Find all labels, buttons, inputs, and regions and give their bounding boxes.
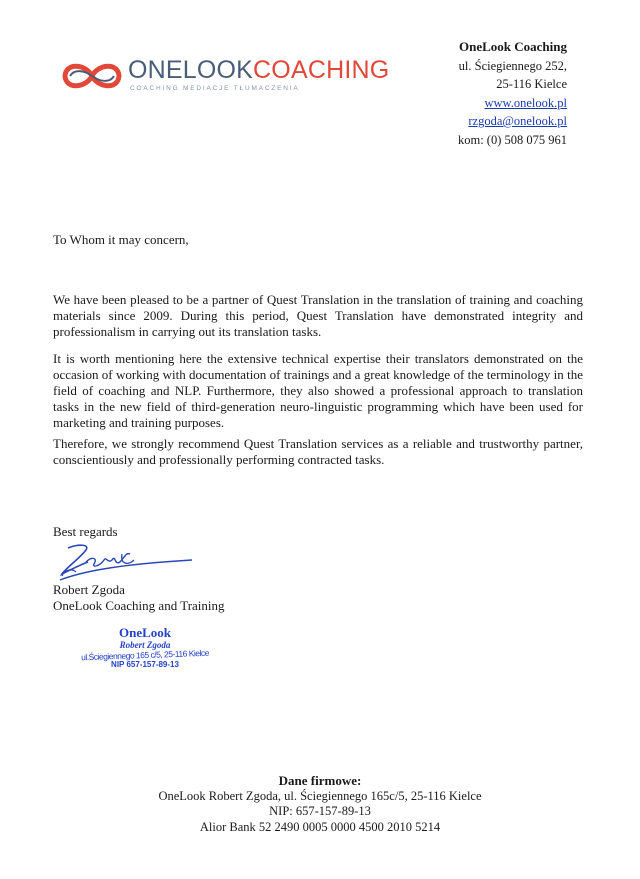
closing: Best regards — [53, 524, 118, 539]
stamp-address: ul.Ściegiennego 165 c/5, 25-116 Kielce — [80, 647, 210, 663]
signer-organization: OneLook Coaching and Training — [53, 598, 225, 613]
phone-number: kom: (0) 508 075 961 — [457, 132, 567, 147]
paragraph-2: It is worth mentioning here the extensive technical expertise their translators demonstrated on the occasion of working with documentation of trainings and a great knowledge of the terminology in the field of coaching and NLP. Furthermore, they also showed a professional approach to translation tasks in the new field of third-generation neuro-linguistic programming which have been used for marketing and training purposes. — [53, 351, 583, 430]
street-address: ul. Ściegiennego 252, — [458, 58, 567, 73]
logo-tagline: COACHING MEDIACJE TŁUMACZENIA — [130, 85, 300, 92]
logo-brand-one: ONELOOK — [128, 56, 254, 84]
footer-title: Dane firmowe: — [278, 773, 362, 788]
city-address: 25-116 Kielce — [496, 77, 567, 91]
paragraph-3: Therefore, we strongly recommend Quest Translation services as a reliable and trustworthy partner, conscientiously and professionally performing contracted tasks. — [53, 436, 583, 467]
paragraph-1: We have been pleased to be a partner of Quest Translation in the translation of training and coaching materials since 2009. During this period, Quest Translation have demonstrated integrity and professionalism in carrying out its translation tasks. — [53, 292, 583, 339]
email-link[interactable]: rzgoda@onelook.pl — [468, 114, 567, 128]
logo-wordmark — [128, 58, 389, 83]
company-stamp — [70, 626, 220, 670]
footer-bank: Alior Bank 52 2490 0005 0000 4500 2010 5214 — [199, 819, 441, 834]
company-name: OneLook Coaching — [459, 39, 567, 54]
salutation: To Whom it may concern, — [53, 232, 189, 247]
logo-brand-coaching: COACHING — [253, 56, 390, 84]
infinity-logo-icon — [60, 54, 124, 98]
signer-name: Robert Zgoda — [53, 582, 125, 597]
footer-nip: NIP: 657-157-89-13 — [269, 804, 371, 818]
stamp-owner: Robert Zgoda — [119, 640, 171, 650]
stamp-company: OneLook — [118, 625, 171, 640]
footer-company-details — [0, 773, 640, 835]
website-link[interactable]: www.onelook.pl — [484, 95, 567, 110]
company-logo — [60, 54, 390, 98]
footer-address: OneLook Robert Zgoda, ul. Ściegiennego 165c/5, 25-116 Kielce — [158, 788, 482, 803]
header-address — [458, 38, 567, 149]
handwritten-signature — [56, 540, 196, 582]
stamp-nip: NIP 657-157-89-13 — [111, 660, 179, 669]
